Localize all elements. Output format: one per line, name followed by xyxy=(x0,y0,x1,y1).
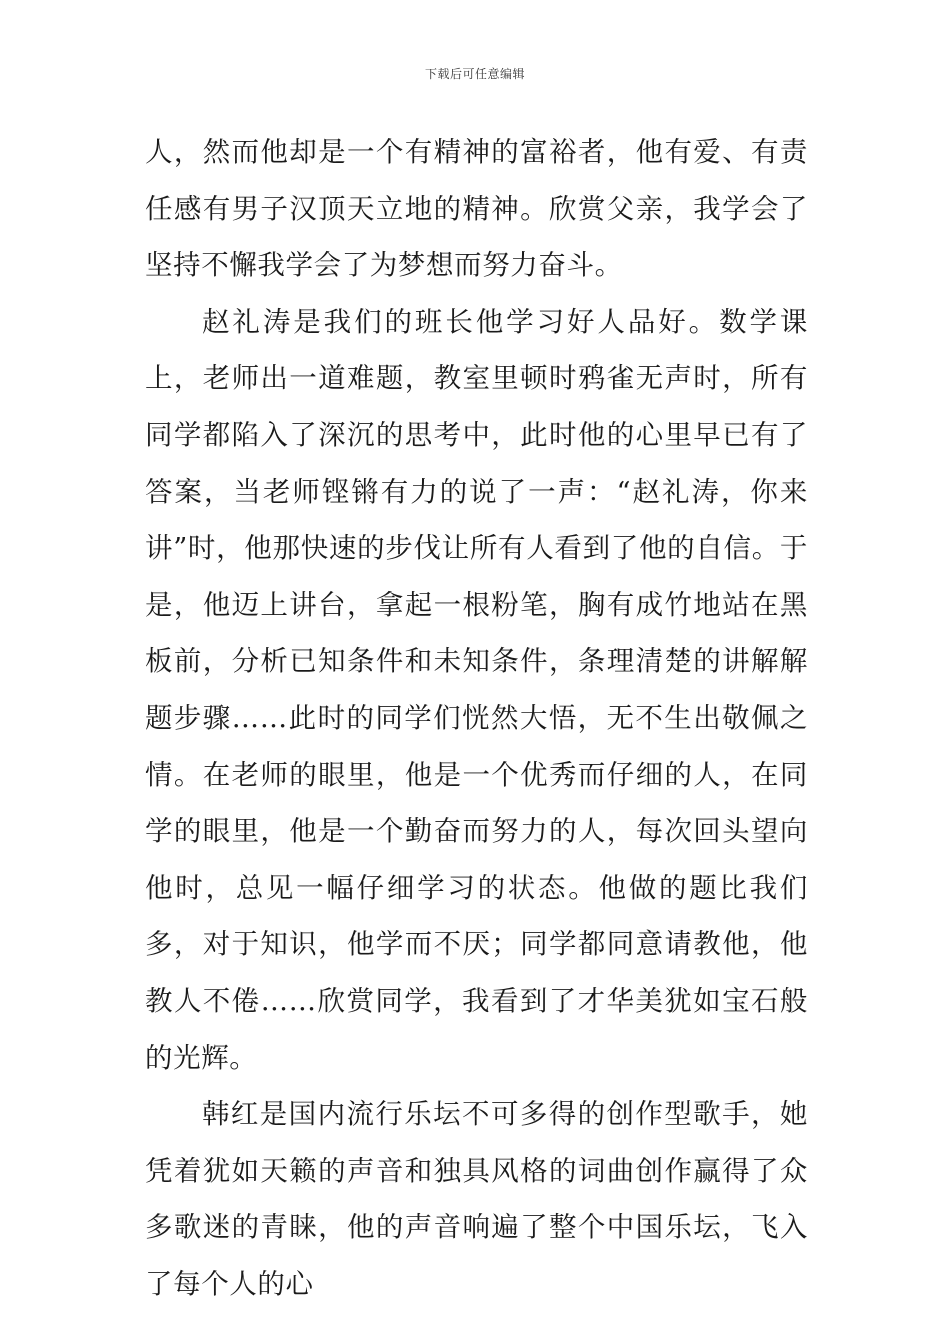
page-header-note: 下载后可任意编辑 xyxy=(424,67,525,81)
paragraph-father-continued: 人，然而他却是一个有精神的富裕者，他有爱、有责任感有男子汉顶天立地的精神。欣赏父亲，我学会了坚持不懈我学会了为梦想而努力奋斗。 xyxy=(145,136,808,282)
document-body xyxy=(145,124,808,1312)
paragraph-zhao-litao: 赵礼涛是我们的班长他学习好人品好。数学课上，老师出一道难题，教室里顿时鸦雀无声时，所有同学都陷入了深沉的思考中，此时他的心里早已有了答案，当老师铿锵有力的说了一声：“赵礼涛，你来讲”时，他那快速的步伐让所有人看到了他的自信。于是，他迈上讲台，拿起一根粉笔，胸有成竹地站在黑板前，分析已知条件和未知条件，条理清楚的讲解解题步骤……此时的同学们恍然大悟，无不生出敬佩之情。在老师的眼里，他是一个优秀而仔细的人，在同学的眼里，他是一个勤奋而努力的人，每次回头望向他时，总见一幅仔细学习的状态。他做的题比我们多，对于知识，他学而不厌；同学都同意请教他，他教人不倦……欣赏同学，我看到了才华美犹如宝石般的光辉。 xyxy=(145,305,808,1074)
paragraph-han-hong: 韩红是国内流行乐坛不可多得的创作型歌手，她凭着犹如天籁的声音和独具风格的词曲创作赢得了众多歌迷的青睐，他的声音响遍了整个中国乐坛，飞入了每个人的心 xyxy=(145,1098,808,1300)
